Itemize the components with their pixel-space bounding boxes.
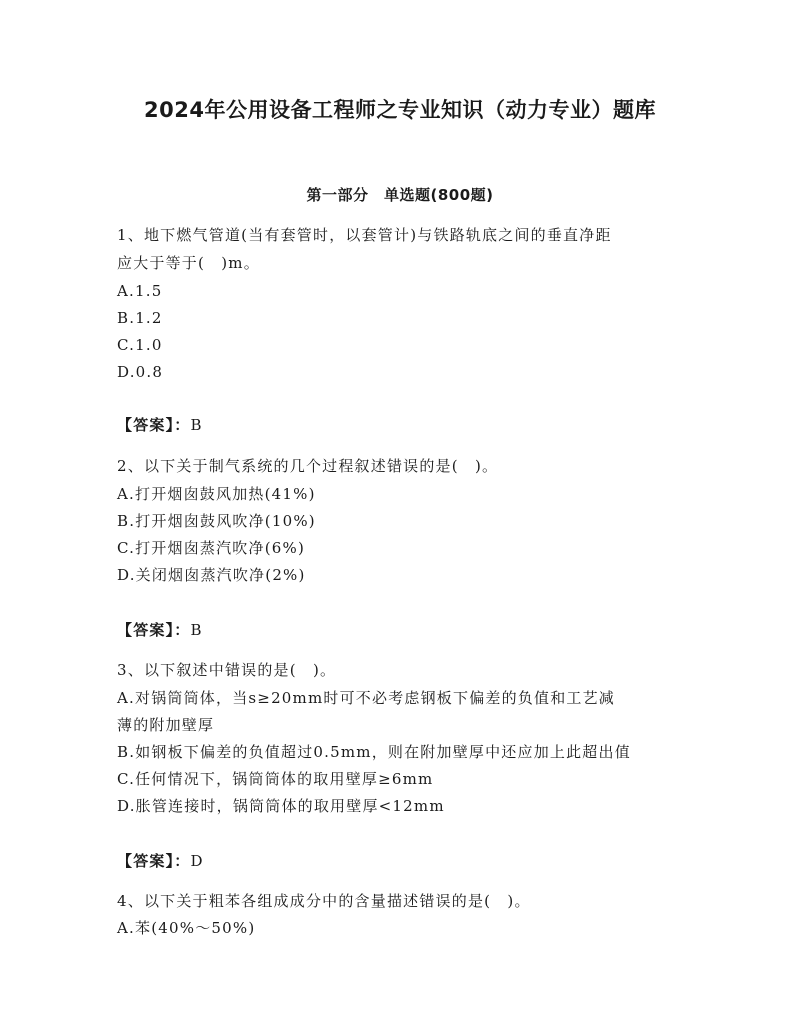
question-2-option-b: B.打开烟囱鼓风吹净(10%) xyxy=(117,512,316,530)
answer-label: 【答案】： xyxy=(117,852,191,870)
answer-label: 【答案】： xyxy=(117,621,191,639)
question-4-stem-line-1: 4、以下关于粗苯各组成成分中的含量描述错误的是( )。 xyxy=(117,892,531,910)
question-1-option-d: D.0.8 xyxy=(117,363,164,381)
answer-value: B xyxy=(190,416,203,434)
answer-value: D xyxy=(190,852,204,870)
question-3-option-c: C.任何情况下，锅筒筒体的取用壁厚≥6mm xyxy=(117,770,434,788)
document-title: 2024年公用设备工程师之专业知识（动力专业）题库 xyxy=(144,98,656,122)
question-1-answer xyxy=(117,415,203,435)
question-1-option-a: A.1.5 xyxy=(117,282,163,300)
question-3-option-a-line-1: A.对锅筒筒体，当s≥20mm时可不必考虑钢板下偏差的负值和工艺减 xyxy=(117,689,616,707)
question-1-option-b: B.1.2 xyxy=(117,309,163,327)
answer-value: B xyxy=(190,621,203,639)
question-2-option-a: A.打开烟囱鼓风加热(41%) xyxy=(117,485,316,503)
question-2-option-d: D.关闭烟囱蒸汽吹净(2%) xyxy=(117,566,306,584)
question-1-option-c: C.1.0 xyxy=(117,336,163,354)
section-title: 第一部分 单选题(800题) xyxy=(306,186,494,204)
question-2-option-c: C.打开烟囱蒸汽吹净(6%) xyxy=(117,539,306,557)
question-1-stem-line-1: 1、地下燃气管道(当有套管时，以套管计)与铁路轨底之间的垂直净距 xyxy=(117,226,612,244)
question-2-stem-line-1: 2、以下关于制气系统的几个过程叙述错误的是( )。 xyxy=(117,457,499,475)
answer-label: 【答案】： xyxy=(117,416,191,434)
question-3-option-d: D.胀管连接时，锅筒筒体的取用壁厚<12mm xyxy=(117,797,445,815)
question-4-option-a: A.苯(40%～50%) xyxy=(117,919,256,937)
question-3-answer xyxy=(117,851,204,871)
question-3-option-b: B.如钢板下偏差的负值超过0.5mm，则在附加壁厚中还应加上此超出值 xyxy=(117,743,631,761)
question-2-answer xyxy=(117,620,203,640)
question-3-stem-line-1: 3、以下叙述中错误的是( )。 xyxy=(117,661,337,679)
question-1-stem-line-2: 应大于等于( )m。 xyxy=(117,254,260,272)
question-3-option-a-line-2: 薄的附加壁厚 xyxy=(117,716,215,734)
